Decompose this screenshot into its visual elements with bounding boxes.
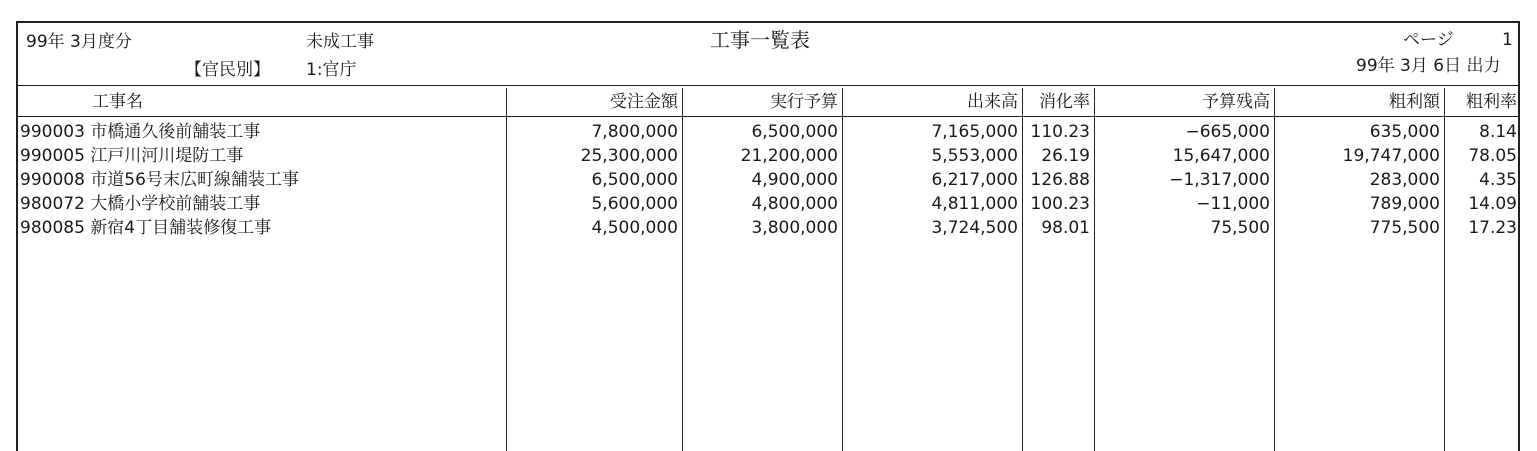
report-title: 工事一覧表 bbox=[710, 28, 810, 52]
header-rule-top bbox=[18, 85, 1518, 86]
page-label: ページ bbox=[1403, 30, 1454, 50]
cell-budget: 4,900,000 bbox=[751, 170, 838, 190]
project-name: 江戸川河川堤防工事 bbox=[90, 146, 244, 166]
project-name: 大橋小学校前舗装工事 bbox=[90, 194, 261, 214]
col-header-remaining-budget: 予算残高 bbox=[1202, 92, 1270, 112]
column-divider bbox=[842, 88, 843, 451]
cell-order-amount: 4,500,000 bbox=[591, 218, 678, 238]
cell-gross-profit: 635,000 bbox=[1369, 122, 1440, 142]
cell-budget: 21,200,000 bbox=[740, 146, 838, 166]
column-divider bbox=[506, 88, 507, 451]
cell-gross-rate: 4.35 bbox=[1479, 170, 1517, 190]
project-code: 980072 bbox=[20, 194, 85, 214]
cell-gross-profit: 775,500 bbox=[1369, 218, 1440, 238]
col-header-gross-profit: 粗利額 bbox=[1389, 92, 1440, 112]
report-sheet bbox=[16, 21, 1520, 451]
cell-consumption-rate: 110.23 bbox=[1030, 122, 1090, 142]
category-value: 1:官庁 bbox=[306, 60, 357, 80]
col-header-order-amount: 受注金額 bbox=[610, 92, 678, 112]
cell-progress: 3,724,500 bbox=[931, 218, 1018, 238]
cell-project bbox=[20, 168, 500, 192]
output-date: 99年 3月 6日 出力 bbox=[1356, 56, 1501, 76]
column-divider bbox=[682, 88, 683, 451]
project-code: 990003 bbox=[20, 122, 85, 142]
project-name: 市道56号末広町線舗装工事 bbox=[90, 170, 299, 190]
cell-consumption-rate: 126.88 bbox=[1030, 170, 1090, 190]
cell-consumption-rate: 26.19 bbox=[1041, 146, 1090, 166]
cell-consumption-rate: 98.01 bbox=[1041, 218, 1090, 238]
cell-project bbox=[20, 192, 500, 216]
cell-budget: 3,800,000 bbox=[751, 218, 838, 238]
cell-remaining-budget: −11,000 bbox=[1196, 194, 1270, 214]
cell-gross-profit: 789,000 bbox=[1369, 194, 1440, 214]
cell-gross-profit: 283,000 bbox=[1369, 170, 1440, 190]
cell-remaining-budget: −1,317,000 bbox=[1169, 170, 1270, 190]
col-header-budget: 実行予算 bbox=[770, 92, 838, 112]
project-code: 990008 bbox=[20, 170, 85, 190]
cell-progress: 5,553,000 bbox=[931, 146, 1018, 166]
cell-remaining-budget: −665,000 bbox=[1185, 122, 1270, 142]
report-period: 99年 3月度分 bbox=[26, 32, 132, 52]
column-divider bbox=[1022, 88, 1023, 451]
project-code: 980085 bbox=[20, 218, 85, 238]
cell-progress: 7,165,000 bbox=[931, 122, 1018, 142]
cell-project bbox=[20, 144, 500, 168]
cell-order-amount: 7,800,000 bbox=[591, 122, 678, 142]
cell-project bbox=[20, 216, 500, 240]
cell-gross-rate: 8.14 bbox=[1479, 122, 1517, 142]
cell-order-amount: 6,500,000 bbox=[591, 170, 678, 190]
header-rule-bottom bbox=[18, 116, 1518, 117]
column-divider bbox=[1094, 88, 1095, 451]
col-header-consumption-rate: 消化率 bbox=[1039, 92, 1090, 112]
category-label: 【官民別】 bbox=[185, 60, 270, 80]
report-kind: 未成工事 bbox=[306, 32, 374, 52]
cell-consumption-rate: 100.23 bbox=[1030, 194, 1090, 214]
cell-order-amount: 5,600,000 bbox=[591, 194, 678, 214]
cell-gross-profit: 19,747,000 bbox=[1342, 146, 1440, 166]
cell-gross-rate: 78.05 bbox=[1468, 146, 1517, 166]
col-header-progress: 出来高 bbox=[967, 92, 1018, 112]
col-header-name: 工事名 bbox=[92, 92, 143, 112]
cell-budget: 4,800,000 bbox=[751, 194, 838, 214]
cell-budget: 6,500,000 bbox=[751, 122, 838, 142]
cell-gross-rate: 14.09 bbox=[1468, 194, 1517, 214]
cell-progress: 6,217,000 bbox=[931, 170, 1018, 190]
column-divider bbox=[1274, 88, 1275, 451]
cell-remaining-budget: 75,500 bbox=[1210, 218, 1270, 238]
column-divider bbox=[1444, 88, 1445, 451]
project-name: 市橋通久後前舗装工事 bbox=[90, 122, 261, 142]
cell-project bbox=[20, 120, 500, 144]
col-header-gross-rate: 粗利率 bbox=[1466, 92, 1517, 112]
cell-order-amount: 25,300,000 bbox=[580, 146, 678, 166]
project-code: 990005 bbox=[20, 146, 85, 166]
cell-remaining-budget: 15,647,000 bbox=[1172, 146, 1270, 166]
cell-progress: 4,811,000 bbox=[931, 194, 1018, 214]
project-name: 新宿4丁目舗装修復工事 bbox=[90, 218, 272, 238]
cell-gross-rate: 17.23 bbox=[1468, 218, 1517, 238]
page-number: 1 bbox=[1502, 30, 1513, 50]
